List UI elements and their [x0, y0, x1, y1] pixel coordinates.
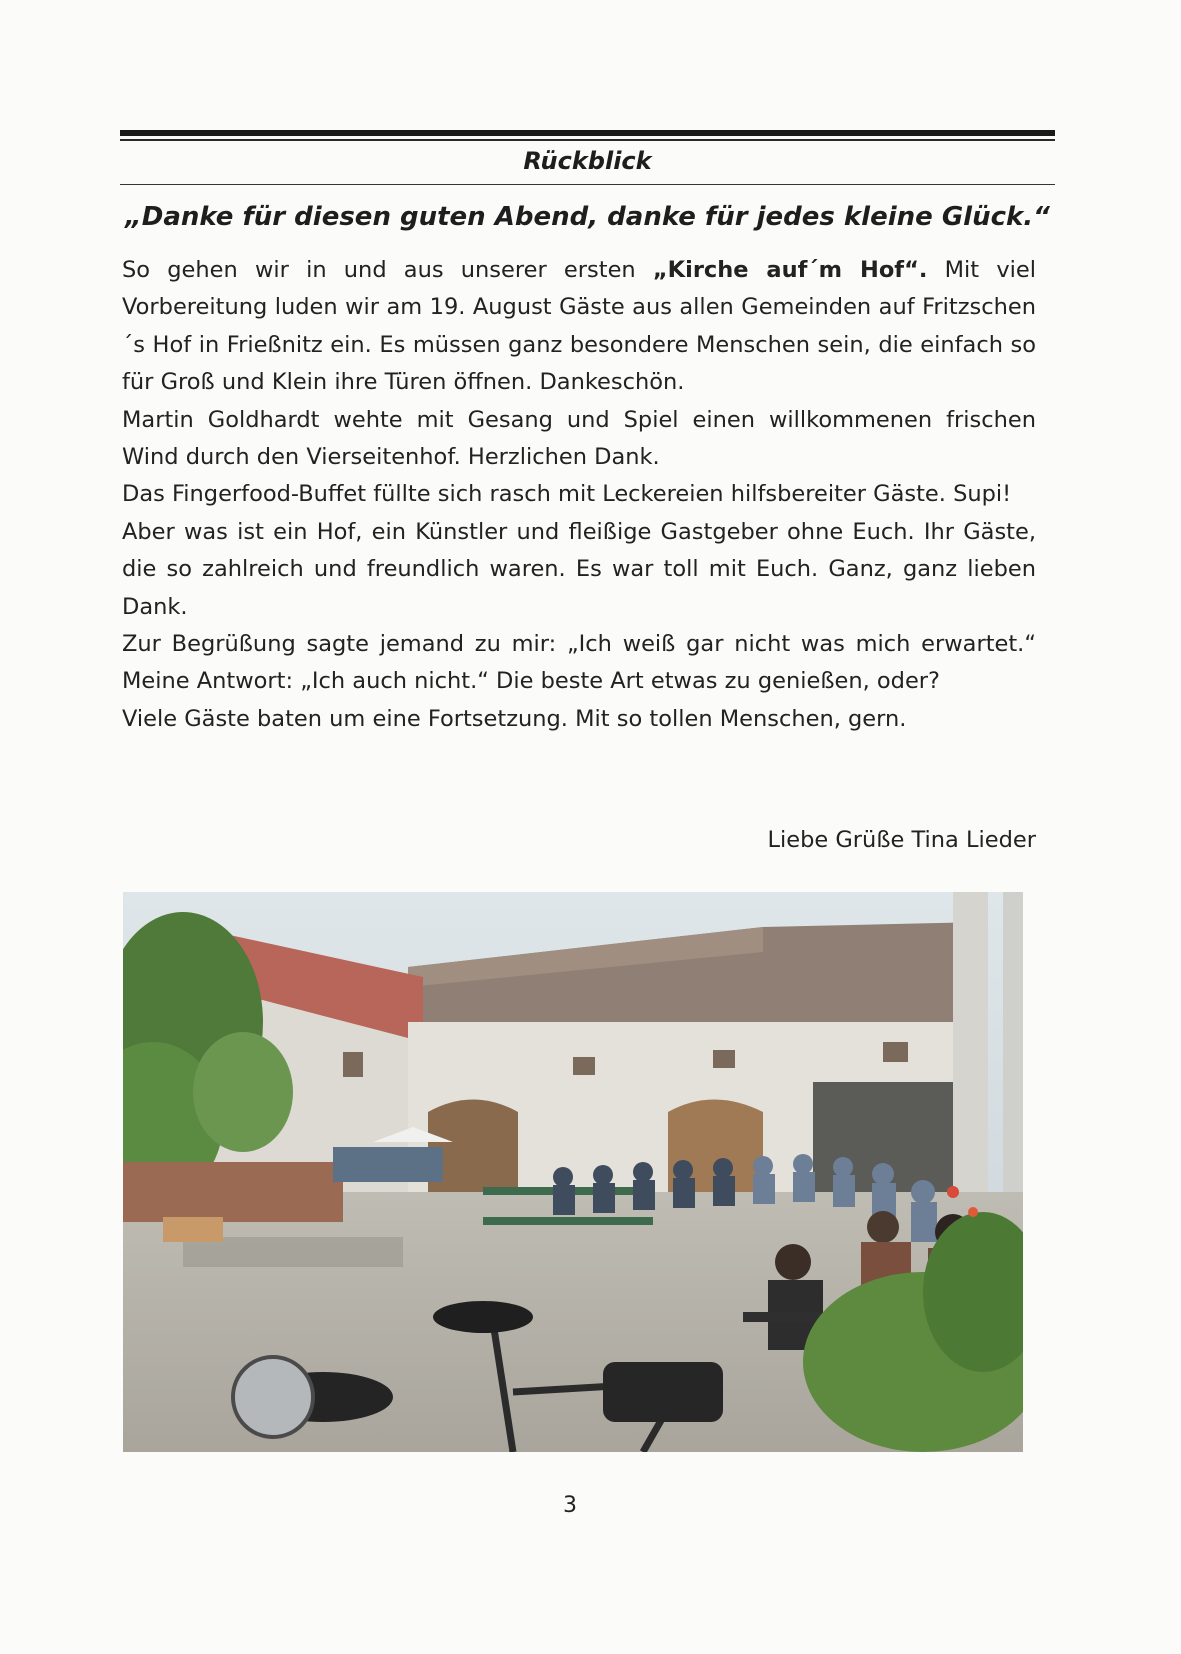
paragraph-2: Martin Goldhardt wehte mit Gesang und Spiel einen willkommenen frischen Wind durch den Vierseitenhof. Herzlichen Dank. — [122, 406, 1036, 471]
paragraph-1 — [122, 252, 1036, 402]
article-quote: „Danke für diesen guten Abend, danke für jedes kleine Glück.“ — [125, 202, 1050, 232]
event-name: „Kirche auf´m Hof“. — [652, 257, 928, 283]
paragraph-5: Zur Begrüßung sagte jemand zu mir: „Ich weiß gar nicht was mich erwartet.“ Meine Antwort: „Ich auch nicht.“ Die beste Art etwas zu genießen, oder? — [122, 631, 1036, 695]
paragraph-1-rest: Mit viel Vorbereitung luden wir am 19. August Gäste aus allen Gemeinden auf Fritzschen´s Hof in Frießnitz ein. Es müssen ganz besondere Menschen sein, die einfach so für Groß und Klein ihre Türen öffnen. Dankeschön. — [122, 257, 1036, 396]
page-number: 3 — [563, 1493, 577, 1518]
paragraph-3: Das Fingerfood-Buffet füllte sich rasch mit Leckereien hilfsbereiter Gäste. Supi! — [122, 481, 1012, 508]
header-rule-thin — [120, 139, 1055, 141]
paragraph-6: Viele Gäste baten um eine Fortsetzung. Mit so tollen Menschen, gern. — [122, 705, 907, 732]
paragraph-4: Aber was ist ein Hof, ein Künstler und fleißige Gastgeber ohne Euch. Ihr Gäste, die so zahlreich und freundlich waren. Es war toll mit Euch. Ganz, ganz lieben Dank. — [122, 518, 1036, 620]
title-underline — [120, 184, 1055, 185]
article-body — [122, 252, 1036, 738]
courtyard-photo — [123, 892, 1023, 1452]
section-title: Rückblick — [523, 147, 652, 175]
signature: Liebe Grüße Tina Lieder — [767, 827, 1036, 853]
paragraph-1-intro: So gehen wir in und aus unserer ersten — [122, 257, 653, 283]
header-rule-thick — [120, 130, 1055, 136]
